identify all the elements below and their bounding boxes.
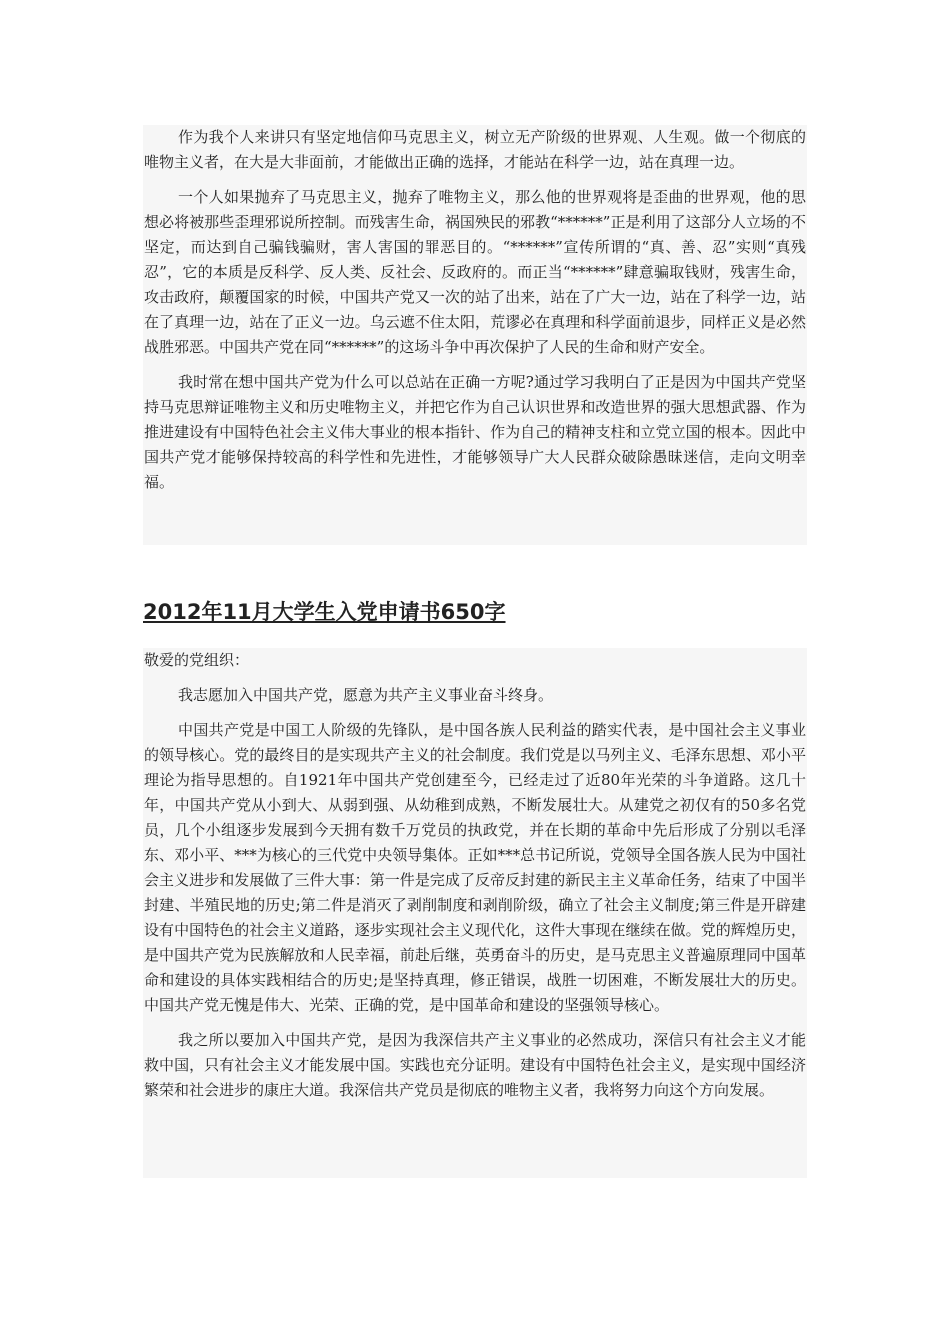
paragraph: 一个人如果抛弃了马克思主义，抛弃了唯物主义，那么他的世界观将是歪曲的世界观，他的思想必将被那些歪理邪说所控制。而残害生命，祸国殃民的邪教“******”正是利用了这部分人立场的不坚定，而达到自己骗钱骗财，害人害国的罪恶目的。“******”宣传所谓的“真、善、忍”实则“真残忍”，它的本质是反科学、反人类、反社会、反政府的。而正当“******”肆意骗取钱财，残害生命，攻击政府，颠覆国家的时候，中国共产党又一次的站了出来，站在了广大一边，站在了科学一边，站在了真理一边，站在了正义一边。乌云遮不住太阳，荒谬必在真理和科学面前退步，同样正义是必然战胜邪恶。中国共产党在同“******”的这场斗争中再次保护了人民的生命和财产安全。 xyxy=(144,188,806,356)
paragraph: 我之所以要加入中国共产党，是因为我深信共产主义事业的必然成功，深信只有社会主义才能救中国，只有社会主义才能发展中国。实践也充分证明。建设有中国特色社会主义，是实现中国经济繁荣和社会进步的康庄大道。我深信共产党员是彻底的唯物主义者，我将努力向这个方向发展。 xyxy=(144,1031,806,1099)
paragraph: 我时常在想中国共产党为什么可以总站在正确一方呢?通过学习我明白了正是因为中国共产党坚持马克思辩证唯物主义和历史唯物主义，并把它作为自己认识世界和改造世界的强大思想武器、作为推进建设有中国特色社会主义伟大事业的根本指针、作为自己的精神支柱和立党立国的根本。因此中国共产党才能够保持较高的科学性和先进性，才能够领导广大人民群众破除愚昧迷信，走向文明幸福。 xyxy=(144,373,806,491)
essay-section-bottom xyxy=(143,648,807,1178)
article-heading[interactable]: 2012年11月大学生入党申请书650字 xyxy=(143,600,506,624)
paragraph: 我志愿加入中国共产党，愿意为共产主义事业奋斗终身。 xyxy=(178,686,554,704)
salutation: 敬爱的党组织： xyxy=(144,651,250,669)
essay-section-top xyxy=(143,125,807,545)
paragraph: 作为我个人来讲只有坚定地信仰马克思主义，树立无产阶级的世界观、人生观。做一个彻底的唯物主义者，在大是大非面前，才能做出正确的选择，才能站在科学一边，站在真理一边。 xyxy=(144,128,806,171)
paragraph: 中国共产党是中国工人阶级的先锋队，是中国各族人民利益的踏实代表，是中国社会主义事业的领导核心。党的最终目的是实现共产主义的社会制度。我们党是以马列主义、毛泽东思想、邓小平理论为指导思想的。自1921年中国共产党创建至今，已经走过了近80年光荣的斗争道路。这几十年，中国共产党从小到大、从弱到强、从幼稚到成熟，不断发展壮大。从建党之初仅有的50多名党员，几个小组逐步发展到今天拥有数千万党员的执政党，并在长期的革命中先后形成了分别以毛泽东、邓小平、***为核心的三代党中央领导集体。正如***总书记所说，党领导全国各族人民为中国社会主义进步和发展做了三件大事：第一件是完成了反帝反封建的新民主主义革命任务，结束了中国半封建、半殖民地的历史;第二件是消灭了剥削制度和剥削阶级，确立了社会主义制度;第三件是开辟建设有中国特色的社会主义道路，逐步实现社会主义现代化，这件大事现在继续在做。党的辉煌历史，是中国共产党为民族解放和人民幸福，前赴后继，英勇奋斗的历史，是马克思主义普遍原理同中国革命和建设的具体实践相结合的历史;是坚持真理，修正错误，战胜一切困难，不断发展壮大的历史。中国共产党无愧是伟大、光荣、正确的党，是中国革命和建设的坚强领导核心。 xyxy=(144,721,806,1014)
